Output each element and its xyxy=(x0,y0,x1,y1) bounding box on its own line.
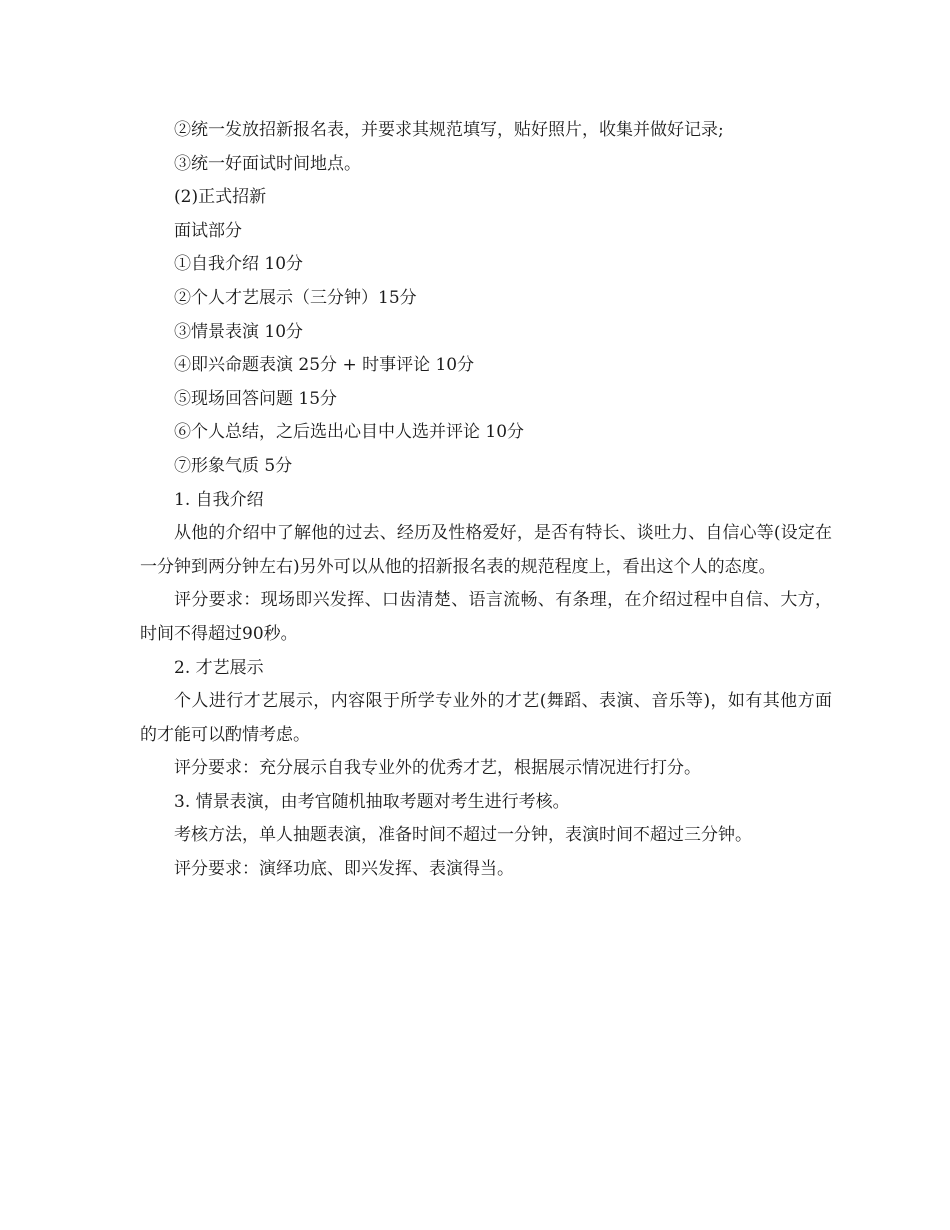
paragraph-self-intro: 从他的介绍中了解他的过去、经历及性格爱好，是否有特长、谈吐力、自信心等(设定在一分钟到两分钟左右)另外可以从他的招新报名表的规范程度上，看出这个人的态度。 xyxy=(140,523,832,577)
score-item-scene: ③情景表演 10分 xyxy=(174,321,304,342)
step-distribute-forms: ②统一发放招新报名表，并要求其规范填写，贴好照片，收集并做好记录; xyxy=(174,120,724,140)
section-formal-recruitment: (2)正式招新 xyxy=(174,187,267,208)
paragraph-self-intro-scoring: 评分要求：现场即兴发挥、口齿清楚、语言流畅、有条理，在介绍过程中自信、大方，时间不得超过90秒。 xyxy=(140,590,832,644)
heading-self-intro: 1. 自我介绍 xyxy=(174,489,264,510)
paragraph-scene-method: 考核方法，单人抽题表演，准备时间不超过一分钟，表演时间不超过三分钟。 xyxy=(174,825,752,846)
score-item-appearance: ⑦形象气质 5分 xyxy=(174,455,293,476)
score-item-talent: ②个人才艺展示（三分钟）15分 xyxy=(174,287,417,308)
paragraph-talent-scoring: 评分要求：充分展示自我专业外的优秀才艺，根据展示情况进行打分。 xyxy=(174,758,701,779)
step-interview-schedule: ③统一好面试时间地点。 xyxy=(174,153,361,174)
score-item-summary: ⑥个人总结，之后选出心目中人选并评论 10分 xyxy=(174,422,525,443)
heading-talent: 2. 才艺展示 xyxy=(174,657,264,678)
subsection-interview: 面试部分 xyxy=(174,220,242,241)
paragraph-talent: 个人进行才艺展示，内容限于所学专业外的才艺(舞蹈、表演、音乐等)，如有其他方面的才能可以酌情考虑。 xyxy=(140,691,832,745)
score-item-self-intro: ①自我介绍 10分 xyxy=(174,254,304,275)
score-item-improv: ④即兴命题表演 25分 + 时事评论 10分 xyxy=(174,355,475,376)
document-body xyxy=(140,114,832,887)
score-item-qa: ⑤现场回答问题 15分 xyxy=(174,388,338,409)
heading-scene: 3. 情景表演，由考官随机抽取考题对考生进行考核。 xyxy=(174,791,570,812)
paragraph-scene-scoring: 评分要求：演绎功底、即兴发挥、表演得当。 xyxy=(174,859,514,880)
